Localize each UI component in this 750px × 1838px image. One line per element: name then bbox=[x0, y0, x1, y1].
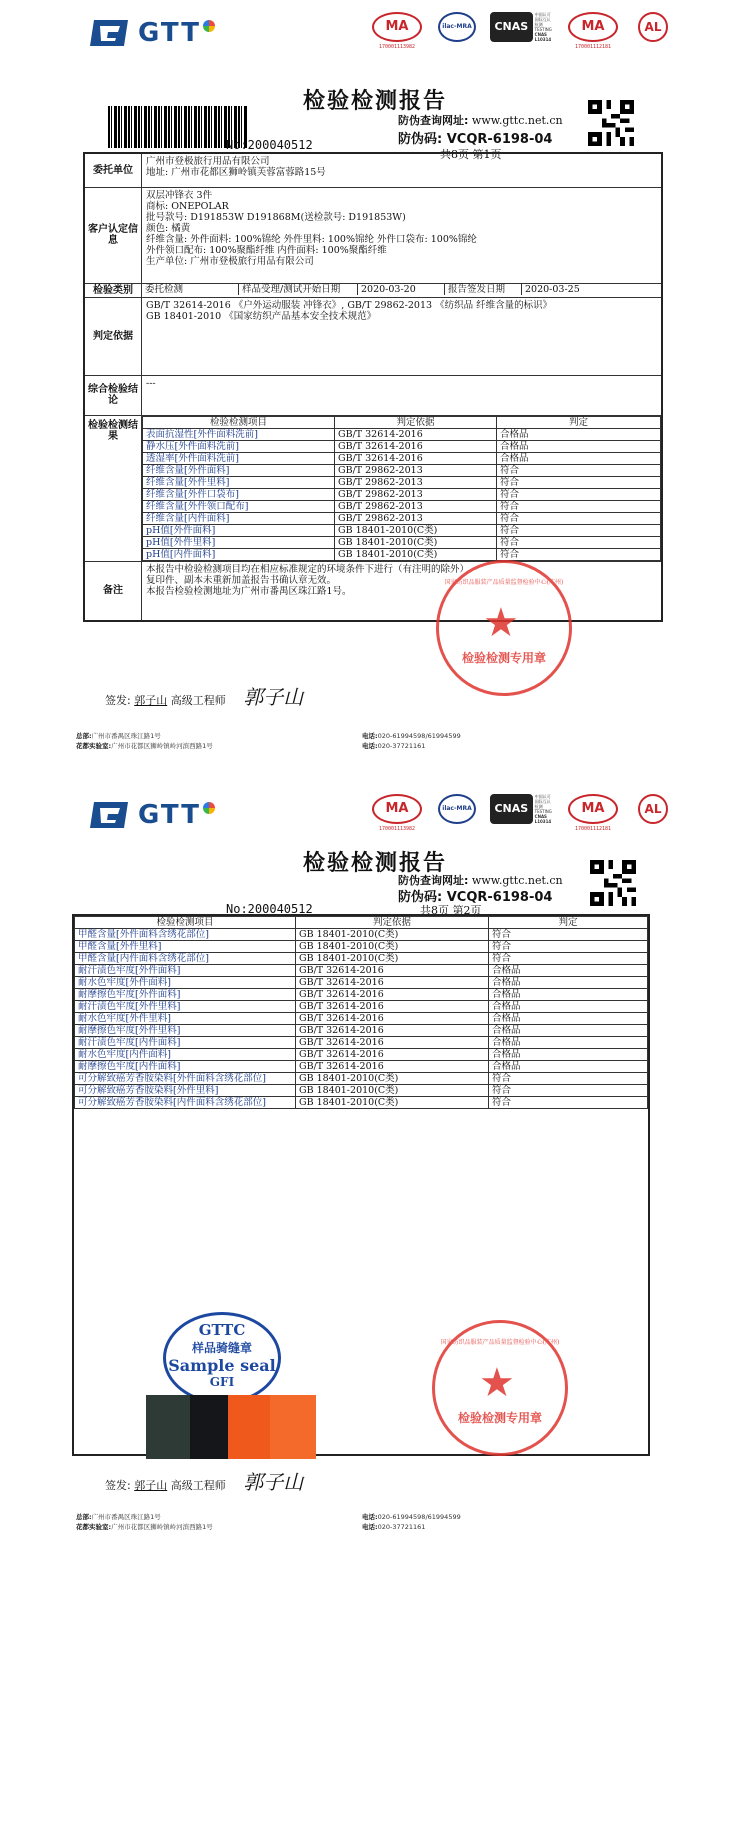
verdict-cell: 合格品 bbox=[489, 989, 648, 1001]
verdict-cell: 符合 bbox=[497, 548, 661, 560]
table-row bbox=[75, 1061, 648, 1073]
footer-hq-p2: 总部:广州市番禺区珠江路1号 bbox=[76, 1513, 161, 1521]
results-table: 检验检测项目 判定依据 判定 表面抗湿性[外件面料洗前] GB/T 32614-2016 合格品 静水压[外件面料洗前] GB/T 32614-2016 合格品 透湿率[外件面料洗前] GB/T 32614-2016 合格品 纤维含量[外件面料] GB/T 29862-2013 符合 纤维含量[外件里料] GB/T 29862-2013 符合 纤维含量[外件口袋布] GB/T 29862-2013 符合 纤维含量[外件领口配布] GB/T 29862-2013 符合 纤维含量[内件面料] GB/T 29862-2013 符合 pH值[外件面料] GB 18401-2010(C类) 符合 pH值[外件里料] GB 18401-2010(C类) 符合 pH值[内件面料] GB 18401-2010(C类) 符合 bbox=[142, 416, 661, 561]
verify-url: 防伪查询网址: www.gttc.net.cn bbox=[398, 114, 563, 127]
footer-tel-2-p2: 电话:020-37721161 bbox=[362, 1523, 426, 1531]
standard-cell: GB 18401-2010(C类) bbox=[296, 929, 489, 941]
gtt-logo-dot-icon bbox=[203, 20, 215, 32]
cnas-mark: CNAS 中国认可 国际互认 检测 TESTING CNAS L10314 bbox=[490, 794, 560, 824]
cnas-mark: CNAS 中国认可 国际互认 检测 TESTING CNAS L10314 bbox=[490, 12, 560, 42]
verdict-cell: 合格品 bbox=[497, 440, 661, 452]
ilac-mark: ilac-MRA bbox=[430, 794, 484, 824]
sample-seal: GTTC 样品骑缝章 Sample seal GFI bbox=[163, 1312, 281, 1404]
item-cell: 纤维含量[内件面料] bbox=[143, 512, 335, 524]
standard-cell: GB 18401-2010(C类) bbox=[335, 548, 497, 560]
standard-cell: GB/T 32614-2016 bbox=[296, 1025, 489, 1037]
qr-code-icon bbox=[588, 100, 634, 146]
verdict-cell: 合格品 bbox=[489, 1013, 648, 1025]
item-cell: 耐摩擦色牢度[外件里料] bbox=[75, 1025, 296, 1037]
gtt-logo-dot-icon bbox=[203, 802, 215, 814]
standard-cell: GB/T 32614-2016 bbox=[296, 1013, 489, 1025]
fabric-swatch-orange-2 bbox=[270, 1395, 316, 1459]
standard-cell: GB/T 29862-2013 bbox=[335, 512, 497, 524]
standard-cell: GB/T 29862-2013 bbox=[335, 476, 497, 488]
item-cell: 耐摩擦色牢度[外件面料] bbox=[75, 989, 296, 1001]
signature-block: 签发: 郭子山 高级工程师 郭子山 bbox=[105, 685, 304, 709]
verdict-cell: 合格品 bbox=[489, 1037, 648, 1049]
table-row bbox=[75, 941, 648, 953]
footer-tel-1: 电话:020-61994598/61994599 bbox=[362, 732, 461, 740]
standard-cell: GB 18401-2010(C类) bbox=[335, 536, 497, 548]
verdict-cell: 合格品 bbox=[489, 977, 648, 989]
results-label: 检验检测结果 bbox=[84, 415, 142, 561]
standard-cell: GB 18401-2010(C类) bbox=[296, 941, 489, 953]
table-row bbox=[75, 1037, 648, 1049]
standard-cell: GB/T 29862-2013 bbox=[335, 488, 497, 500]
gtt-logo-icon bbox=[88, 800, 130, 830]
table-row bbox=[75, 989, 648, 1001]
standard-cell: GB/T 32614-2016 bbox=[335, 452, 497, 464]
report-info-table bbox=[83, 152, 663, 622]
client-info: 广州市登极旅行用品有限公司 地址: 广州市花都区狮岭镇芙蓉富蓉路15号 bbox=[142, 153, 663, 187]
table-row bbox=[143, 428, 661, 440]
item-cell: 纤维含量[外件里料] bbox=[143, 476, 335, 488]
gtt-logo-icon bbox=[88, 18, 130, 48]
fabric-swatch-dark-green bbox=[146, 1395, 190, 1459]
table-row bbox=[75, 1001, 648, 1013]
table-row bbox=[75, 965, 648, 977]
standard-cell: GB/T 32614-2016 bbox=[335, 440, 497, 452]
remark-text: 本报告中检验检测项目均在相应标准规定的环境条件下进行（有注明的除外） 复印件、副本未重新加盖报告书确认章无效。 本报告检验检测地址为广州市番禺区珠江路1号。 bbox=[142, 561, 663, 621]
gtt-logo-text: GTT bbox=[138, 18, 201, 48]
item-cell: 纤维含量[外件领口配布] bbox=[143, 500, 335, 512]
remark-label: 备注 bbox=[84, 561, 142, 621]
standard-cell: GB 18401-2010(C类) bbox=[296, 953, 489, 965]
page-count: 共8页 第1页 bbox=[440, 148, 502, 161]
report-number: No:200040512 bbox=[226, 138, 313, 152]
item-cell: 可分解致癌芳香胺染料[外件面料含绣花部位] bbox=[75, 1073, 296, 1085]
item-cell: 可分解致癌芳香胺染料[外件里料] bbox=[75, 1085, 296, 1097]
gtt-logo-text: GTT bbox=[138, 800, 201, 830]
gtt-logo bbox=[88, 18, 215, 48]
report-number-p2: No:200040512 bbox=[226, 902, 313, 916]
item-cell: 耐水色牢度[内件面料] bbox=[75, 1049, 296, 1061]
footer-hq: 总部:广州市番禺区珠江路1号 bbox=[76, 732, 161, 740]
table-row bbox=[75, 953, 648, 965]
verdict-cell: 符合 bbox=[489, 1097, 648, 1109]
table-row bbox=[75, 929, 648, 941]
ilac-mark: ilac-MRA bbox=[430, 12, 484, 42]
sample-label: 客户认定信息 bbox=[84, 187, 142, 283]
anti-fake-code: 防伪码: VCQR-6198-04 bbox=[398, 132, 553, 147]
table-row bbox=[75, 1013, 648, 1025]
item-cell: 耐水色牢度[外件面料] bbox=[75, 977, 296, 989]
star-icon: ★ bbox=[483, 600, 519, 646]
item-cell: 静水压[外件面料洗前] bbox=[143, 440, 335, 452]
table-row bbox=[143, 500, 661, 512]
table-row bbox=[143, 452, 661, 464]
standard-cell: GB/T 32614-2016 bbox=[296, 965, 489, 977]
table-row bbox=[143, 524, 661, 536]
item-cell: 耐摩擦色牢度[内件面料] bbox=[75, 1061, 296, 1073]
standard-cell: GB/T 32614-2016 bbox=[296, 1001, 489, 1013]
cert-marks bbox=[370, 12, 680, 50]
verdict-cell: 符合 bbox=[489, 1073, 648, 1085]
fabric-swatch-orange bbox=[228, 1395, 270, 1459]
item-cell: 甲醛含量[外件面料含绣花部位] bbox=[75, 929, 296, 941]
official-stamp: 国家纺织品服装产品质量监督检验中心(广州) ★ 检验检测专用章 bbox=[436, 560, 572, 696]
type-label: 检验类别 bbox=[84, 283, 142, 297]
footer-tel-2: 电话:020-37721161 bbox=[362, 742, 426, 750]
table-row bbox=[143, 476, 661, 488]
footer-lab-p2: 花都实验室:广州市花都区狮岭镇岭河滨西路1号 bbox=[76, 1523, 213, 1531]
results-rows bbox=[143, 428, 661, 560]
basis-label: 判定依据 bbox=[84, 297, 142, 375]
item-cell: pH值[外件面料] bbox=[143, 524, 335, 536]
item-cell: 耐汗渍色牢度[外件里料] bbox=[75, 1001, 296, 1013]
verdict-cell: 符合 bbox=[497, 524, 661, 536]
footer-tel-1-p2: 电话:020-61994598/61994599 bbox=[362, 1513, 461, 1521]
item-cell: 纤维含量[外件面料] bbox=[143, 464, 335, 476]
verdict-cell: 合格品 bbox=[489, 1025, 648, 1037]
standard-cell: GB/T 32614-2016 bbox=[296, 1049, 489, 1061]
verdict-cell: 符合 bbox=[497, 536, 661, 548]
verdict-cell: 合格品 bbox=[489, 1001, 648, 1013]
item-cell: 纤维含量[外件口袋布] bbox=[143, 488, 335, 500]
item-cell: 可分解致癌芳香胺染料[内件面料含绣花部位] bbox=[75, 1097, 296, 1109]
table-row bbox=[75, 1049, 648, 1061]
standard-cell: GB 18401-2010(C类) bbox=[335, 524, 497, 536]
item-cell: 表面抗湿性[外件面料洗前] bbox=[143, 428, 335, 440]
standard-cell: GB/T 32614-2016 bbox=[296, 1061, 489, 1073]
verdict-cell: 合格品 bbox=[489, 1049, 648, 1061]
sample-info: 双层冲锋衣 3件 商标: ONEPOLAR 批号款号: D191853W D191868M(送检款号: D191853W) 颜色: 橘黄 纤维含量: 外件面料: 100%锦纶 外件里料: 100%锦纶 外件口袋布: 100%锦纶 外件领口配布: 100%聚酯纤维 内件面料: 100%聚酯纤维 生产单位: 广州市登极旅行用品有限公司 bbox=[142, 187, 663, 283]
verdict-cell: 符合 bbox=[489, 953, 648, 965]
cma-mark-2: MA 170001112181 bbox=[566, 794, 620, 832]
footer-lab: 花都实验室:广州市花都区狮岭镇岭河滨西路1号 bbox=[76, 742, 213, 750]
table-row bbox=[143, 440, 661, 452]
standard-cell: GB 18401-2010(C类) bbox=[296, 1097, 489, 1109]
standard-cell: GB/T 29862-2013 bbox=[335, 500, 497, 512]
item-cell: 耐汗渍色牢度[内件面料] bbox=[75, 1037, 296, 1049]
cert-marks-p2 bbox=[370, 794, 680, 832]
star-icon: ★ bbox=[479, 1360, 515, 1406]
verdict-cell: 符合 bbox=[489, 941, 648, 953]
date-row: 委托检测 样品受理/测试开始日期 2020-03-20 报告签发日期 2020-03-25 bbox=[142, 284, 661, 295]
results-rows-p2 bbox=[75, 929, 648, 1109]
verdict-cell: 符合 bbox=[497, 488, 661, 500]
table-row bbox=[143, 536, 661, 548]
client-label: 委托单位 bbox=[84, 153, 142, 187]
conclusion-label: 综合检验结论 bbox=[84, 375, 142, 415]
conclusion-text: --- bbox=[142, 375, 663, 415]
item-cell: pH值[外件里料] bbox=[143, 536, 335, 548]
fabric-swatch-black bbox=[190, 1395, 228, 1459]
page-title-p2: 检验检测报告 bbox=[302, 850, 447, 876]
qr-code-icon bbox=[590, 860, 636, 906]
table-row bbox=[75, 1025, 648, 1037]
standard-cell: GB/T 32614-2016 bbox=[335, 428, 497, 440]
standard-cell: GB 18401-2010(C类) bbox=[296, 1085, 489, 1097]
verdict-cell: 符合 bbox=[497, 464, 661, 476]
cma-mark: MA 170001113982 bbox=[370, 794, 424, 832]
standard-cell: GB/T 32614-2016 bbox=[296, 1037, 489, 1049]
item-cell: 耐水色牢度[外件里料] bbox=[75, 1013, 296, 1025]
table-row bbox=[143, 488, 661, 500]
verdict-cell: 合格品 bbox=[497, 428, 661, 440]
verdict-cell: 合格品 bbox=[489, 1061, 648, 1073]
verdict-cell: 合格品 bbox=[489, 965, 648, 977]
cal-mark: AL bbox=[626, 12, 680, 42]
gtt-logo-p2 bbox=[88, 800, 215, 830]
signature-block-p2: 签发: 郭子山 高级工程师 郭子山 bbox=[105, 1470, 304, 1494]
standard-cell: GB 18401-2010(C类) bbox=[296, 1073, 489, 1085]
table-row bbox=[75, 1073, 648, 1085]
table-row bbox=[75, 1085, 648, 1097]
official-stamp-p2: 国家纺织品服装产品质量监督检验中心(广州) ★ 检验检测专用章 bbox=[432, 1320, 568, 1456]
standard-cell: GB/T 32614-2016 bbox=[296, 989, 489, 1001]
cal-mark: AL bbox=[626, 794, 680, 824]
item-cell: 甲醛含量[外件里料] bbox=[75, 941, 296, 953]
item-cell: 耐汗渍色牢度[外件面料] bbox=[75, 965, 296, 977]
page-count-p2: 共8页 第2页 bbox=[420, 904, 482, 917]
results-table-p2: 检验检测项目 判定依据 判定 甲醛含量[外件面料含绣花部位] GB 18401-2010(C类) 符合 甲醛含量[外件里料] GB 18401-2010(C类) 符合 甲醛含量[内件面料含绣花部位] GB 18401-2010(C类) 符合 耐汗渍色牢度[外件面料] GB/T 32614-2016 合格品 耐水色牢度[外件面料] GB/T 32614-2016 合格品 耐摩擦色牢度[外件面料] GB/T 32614-2016 合格品 耐汗渍色牢度[外件里料] GB/T 32614-2016 合格品 耐水色牢度[外件里料] GB/T 32614-2016 合格品 耐摩擦色牢度[外件里料] GB/T 32614-2016 合格品 耐汗渍色牢度[内件面料] GB/T 32614-2016 合格品 耐水色牢度[内件面料] GB/T 32614-2016 合格品 耐摩擦色牢度[内件面料] GB/T 32614-2016 合格品 可分解致癌芳香胺染料[外件面料含绣花部位] GB 18401-2010(C类) 符合 可分解致癌芳香胺染料[外件里料] GB 18401-2010(C类) 符合 可分解致癌芳香胺染料[内件面料含绣花部位] GB 18401-2010(C类) 符合 bbox=[74, 916, 648, 1109]
verdict-cell: 符合 bbox=[497, 500, 661, 512]
standard-cell: GB/T 29862-2013 bbox=[335, 464, 497, 476]
cma-mark-2: MA 170001112181 bbox=[566, 12, 620, 50]
basis-text: GB/T 32614-2016 《户外运动服装 冲锋衣》, GB/T 29862-2013 《纺织品 纤维含量的标识》 GB 18401-2010 《国家纺织产品基本安全技术规范》 bbox=[142, 297, 663, 375]
cma-mark: MA 170001113982 bbox=[370, 12, 424, 50]
item-cell: 透湿率[外件面料洗前] bbox=[143, 452, 335, 464]
table-row bbox=[143, 512, 661, 524]
verdict-cell: 符合 bbox=[497, 476, 661, 488]
handwritten-signature: 郭子山 bbox=[243, 1470, 304, 1494]
verdict-cell: 符合 bbox=[489, 929, 648, 941]
anti-fake-code-p2: 防伪码: VCQR-6198-04 bbox=[398, 890, 553, 905]
item-cell: pH值[内件面料] bbox=[143, 548, 335, 560]
verdict-cell: 符合 bbox=[489, 1085, 648, 1097]
verify-url-p2: 防伪查询网址: www.gttc.net.cn bbox=[398, 874, 563, 887]
verdict-cell: 合格品 bbox=[497, 452, 661, 464]
table-row bbox=[143, 464, 661, 476]
page-title: 检验检测报告 bbox=[302, 88, 447, 114]
standard-cell: GB/T 32614-2016 bbox=[296, 977, 489, 989]
item-cell: 甲醛含量[内件面料含绣花部位] bbox=[75, 953, 296, 965]
table-row bbox=[75, 1097, 648, 1109]
table-row bbox=[75, 977, 648, 989]
verdict-cell: 符合 bbox=[497, 512, 661, 524]
handwritten-signature: 郭子山 bbox=[243, 685, 304, 709]
table-row bbox=[143, 548, 661, 560]
